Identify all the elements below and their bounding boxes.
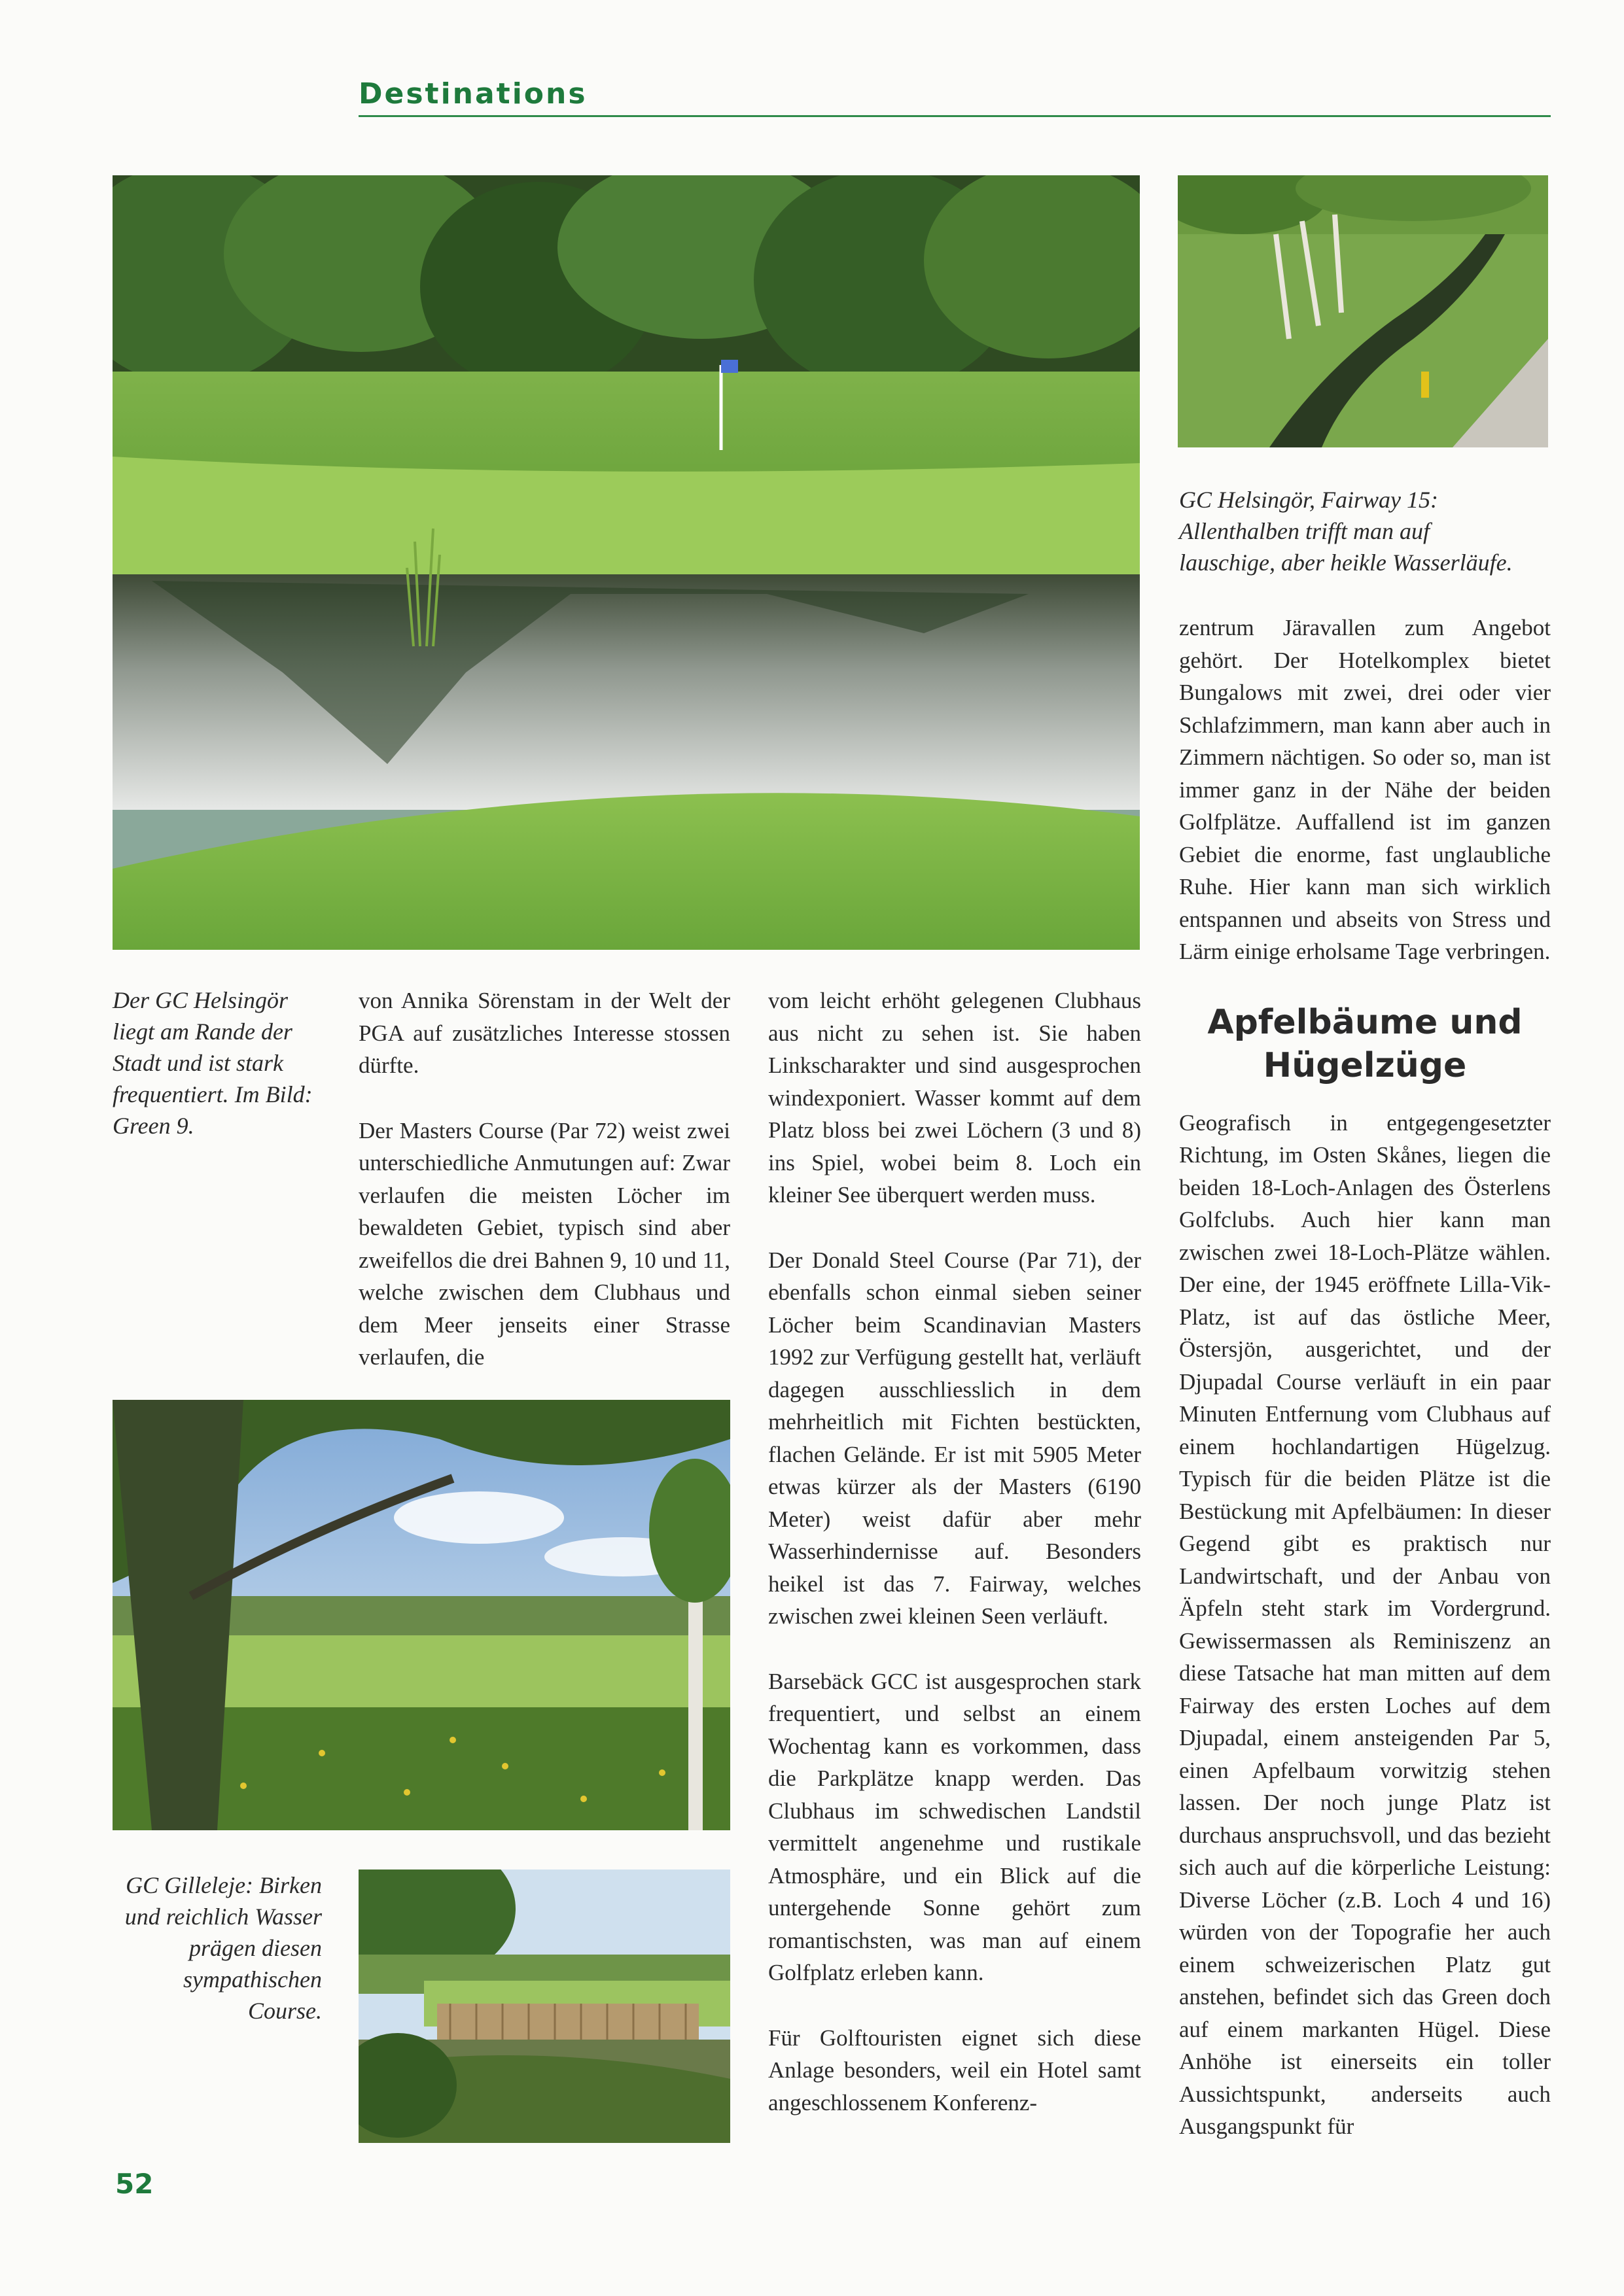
- subheading: Apfelbäume und Hügelzüge: [1207, 1002, 1523, 1085]
- paragraph: von Annika Sörenstam in der Welt der PGA auf zusätzliches Interesse stossen dürfte.: [359, 988, 730, 1078]
- paragraph: zentrum Järavallen zum Angebot gehört. Der Hotelkomplex bietet Bungalows mit zwei, drei oder vier Schlafzimmern, man kann aber auch in Zimmern nächtigen. So oder so, man ist immer ganz in der Nähe der beiden Golfplätze. Auffallend ist im ganzen Gebiet die enorme, fast unglaubliche Ruhe. Hier kann man sich wirklich entspannen und abseits von Stress und Lärm einige erholsame Tage verbringen.: [1179, 615, 1551, 964]
- photo-helsingoer-green: [113, 175, 1140, 950]
- photo-helsingoer-fairway: [1178, 175, 1548, 447]
- paragraph: vom leicht erhöht gelegenen Clubhaus aus nicht zu sehen ist. Sie haben Linkscharakter und sind ausgesprochen windexponiert. Wasser kommt auf dem Platz bloss bei zwei Löchern (3 und 8) ins Spiel, wobei beim 8. Loch ein kleiner See überquert werden muss.: [768, 988, 1141, 1208]
- paragraph: Der Masters Course (Par 72) weist zwei unterschiedliche Anmutungen auf: Zwar verlaufen die meisten Löcher im bewaldeten Gebiet, typisch sind aber zweifellos die drei Bahnen 9, 10 und 11, welche zwischen dem Clubhaus und dem Meer jenseits einer Strasse verlaufen, die: [359, 1117, 730, 1370]
- section-title: Destinations: [359, 77, 588, 111]
- caption-helsingoer-fairway: GC Helsingör, Fairway 15: Allenthalben trifft man auf lauschige, aber heikle Wasserläufe.: [1179, 487, 1513, 576]
- paragraph: Für Golftouristen eignet sich diese Anlage besonders, weil ein Hotel samt angeschlossenem Konferenz-: [768, 2025, 1141, 2115]
- column-left: [359, 984, 730, 1406]
- header-rule: [359, 115, 1551, 117]
- paragraph: Barsebäck GCC ist ausgesprochen stark frequentiert, und selbst an einem Wochentag kann es vorkommen, dass die Parkplätze knapp werden. Das Clubhaus im schwedischen Landstil vermittelt angenehme und rustikale Atmosphäre, und ein Blick auf die untergehende Sonne gehört zum romantischsten, was man auf einem Golfplatz erleben kann.: [768, 1668, 1141, 1985]
- caption-helsingoer-green: Der GC Helsingör liegt am Rande der Stadt und ist stark frequentiert. Im Bild: Green 9.: [113, 987, 313, 1139]
- photo-gilleleje-meadow: [113, 1400, 730, 1830]
- caption-gilleleje: GC Gilleleje: Birken und reichlich Wasser prägen diesen sympathischen Course.: [124, 1872, 322, 2024]
- photo-gilleleje-pond: [359, 1870, 730, 2143]
- paragraph: Geografisch in entgegengesetzter Richtung, im Osten Skånes, liegen die beiden 18-Loch-Anlagen des Österlens Golfclubs. Auch hier kann man zwischen zwei 18-Loch-Plätze wählen. Der eine, der 1945 eröffnete Lilla-Vik-Platz, ist auf das östliche Meer, Östersjön, ausgerichtet, und der Djupadal Course verläuft in ein paar Minuten Entfernung vom Clubhaus auf einem hochlandartigen Hügelzug. Typisch für die beiden Plätze ist die Bestückung mit Apfelbäumen: In dieser Gegend gibt es praktisch nur Landwirtschaft, und der Anbau von Äpfeln steht stark im Vordergrund. Gewissermassen als Reminiszenz an diese Tatsache hat man mitten auf dem Fairway des ersten Loches auf dem Djupadal, einem ansteigenden Par 5, einen Apfelbaum vorwitzig stehen lassen. Der noch junge Platz ist durchaus anspruchsvoll, und das bezieht sich auch auf die körperliche Leistung: Diverse Löcher (z.B. Loch 4 und 16) würden von der Topografie her auch einem schweizerischen Platz gut anstehen, befindet sich das Green doch auf einem markanten Hügel. Diese Anhöhe ist einerseits ein toller Aussichtspunkt, anderseits auch Ausgangspunkt für: [1179, 1109, 1551, 2139]
- column-right: [1179, 612, 1551, 2176]
- paragraph: Der Donald Steel Course (Par 71), der ebenfalls schon einmal sieben seiner Löcher beim Scandinavian Masters 1992 zur Verfügung gestellt hat, verläuft dagegen ausschliesslich in dem mehrheitlich mit Fichten bestückten, flachen Gelände. Er ist mit 5905 Meter etwas kürzer als der Masters (6190 Meter) weist dafür aber mehr Wasserhindernisse auf. Besonders heikel ist das 7. Fairway, welches zwischen zwei kleinen Seen verläuft.: [768, 1247, 1141, 1629]
- column-middle: [768, 984, 1141, 2151]
- page-number: 52: [115, 2168, 154, 2200]
